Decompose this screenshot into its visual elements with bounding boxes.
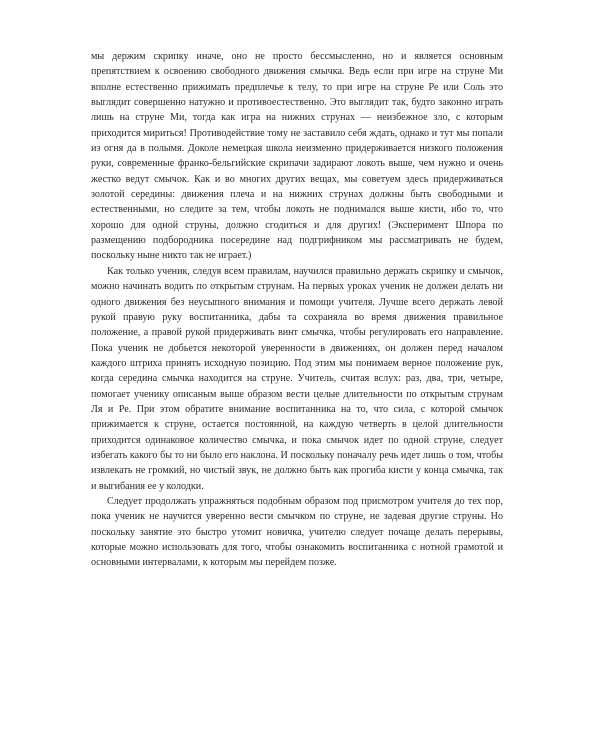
paragraph-3: Следует продолжать упражняться подобным образом под присмотром учителя до тех пор, пока ученик не научится уверенно вести смычком по струне, не задевая другие струны. Но поскольку занятие это быстро утомит новичка, учителю следует почаще делать перерывы, которые можно использовать для того, чтобы ознакомить воспитанника с нотной грамотой и основными интервалами, к которым мы перейдем позже. [91,495,503,569]
paragraph-2: Как только ученик, следуя всем правилам, научился правильно держать скрипку и смычок, можно начинать водить по открытым струнам. На первых уроках ученик не должен делать ни одного движения без неусыпного внимания и помощи учителя. Лучше всего держать левой рукой правую руку воспитанника, дабы та сохраняла во время движения правильное положение, а правой рукой придерживать винт смычка, чтобы регулировать его направление. Пока ученик не добьется некоторой уверенности в движениях, он должен перед началом каждого штриха принять исходную позицию. Под этим мы понимаем верное положение рук, когда середина смычка находится на струне. Учитель, считая вслух: раз, два, три, четыре, помогает ученику описаным выше образом вести целые длительности по открытым струнам Ля и Ре. При этом обратите внимание воспитанника на то, что сила, с которой смычок прижимается к струне, остается постоянной, на каждую четверть в целой длительности приходится одинаковое количество смычка, и пока смычок идет по одной струне, следует избегать какого бы то ни было его наклона. И поскольку поначалу речь идет лишь о том, чтобы извлекать не громкий, но чистый звук, не должно быть как прогиба кисти у конца смычка, так и выгибания ее у колодки. [91,265,503,492]
body-text [91,49,503,571]
paragraph-1: мы держим скрипку иначе, оно не просто бессмысленно, но и является основным препятствием к освоению свободного движения смычка. Ведь если при игре на струне Ми вполне естественно прижимать предплечье к телу, то при игре на струне Ре или Соль это выглядит совершенно натужно и противоестественно. Это выглядит так, будто законно играть лишь на струне Ми, тогда как игра на нижних струнах — неизбежное зло, с которым приходится мириться! Противодействие тому не заставило себя ждать, однако и тут мы попали из огня да в полымя. Доколе немецкая школа неизменно придерживается низкого положения руки, современные франко-бельгийские скрипачи задирают локоть выше, чем нужно и очень жестко ведут смычок. Как и во многих других вещах, мы советуем здесь придерживаться золотой середины: движения плеча и на нижних струнах должны быть свободными и естественными, но следите за тем, чтобы локоть не поднимался выше кисти, ибо то, что хорошо для одной струны, должно сгодиться и для других! (Эксперимент Шпора по размещению подбородника посередине над подгрифником мы рассматривать не будем, поскольку ныне никто так не играет.) [91,51,503,262]
